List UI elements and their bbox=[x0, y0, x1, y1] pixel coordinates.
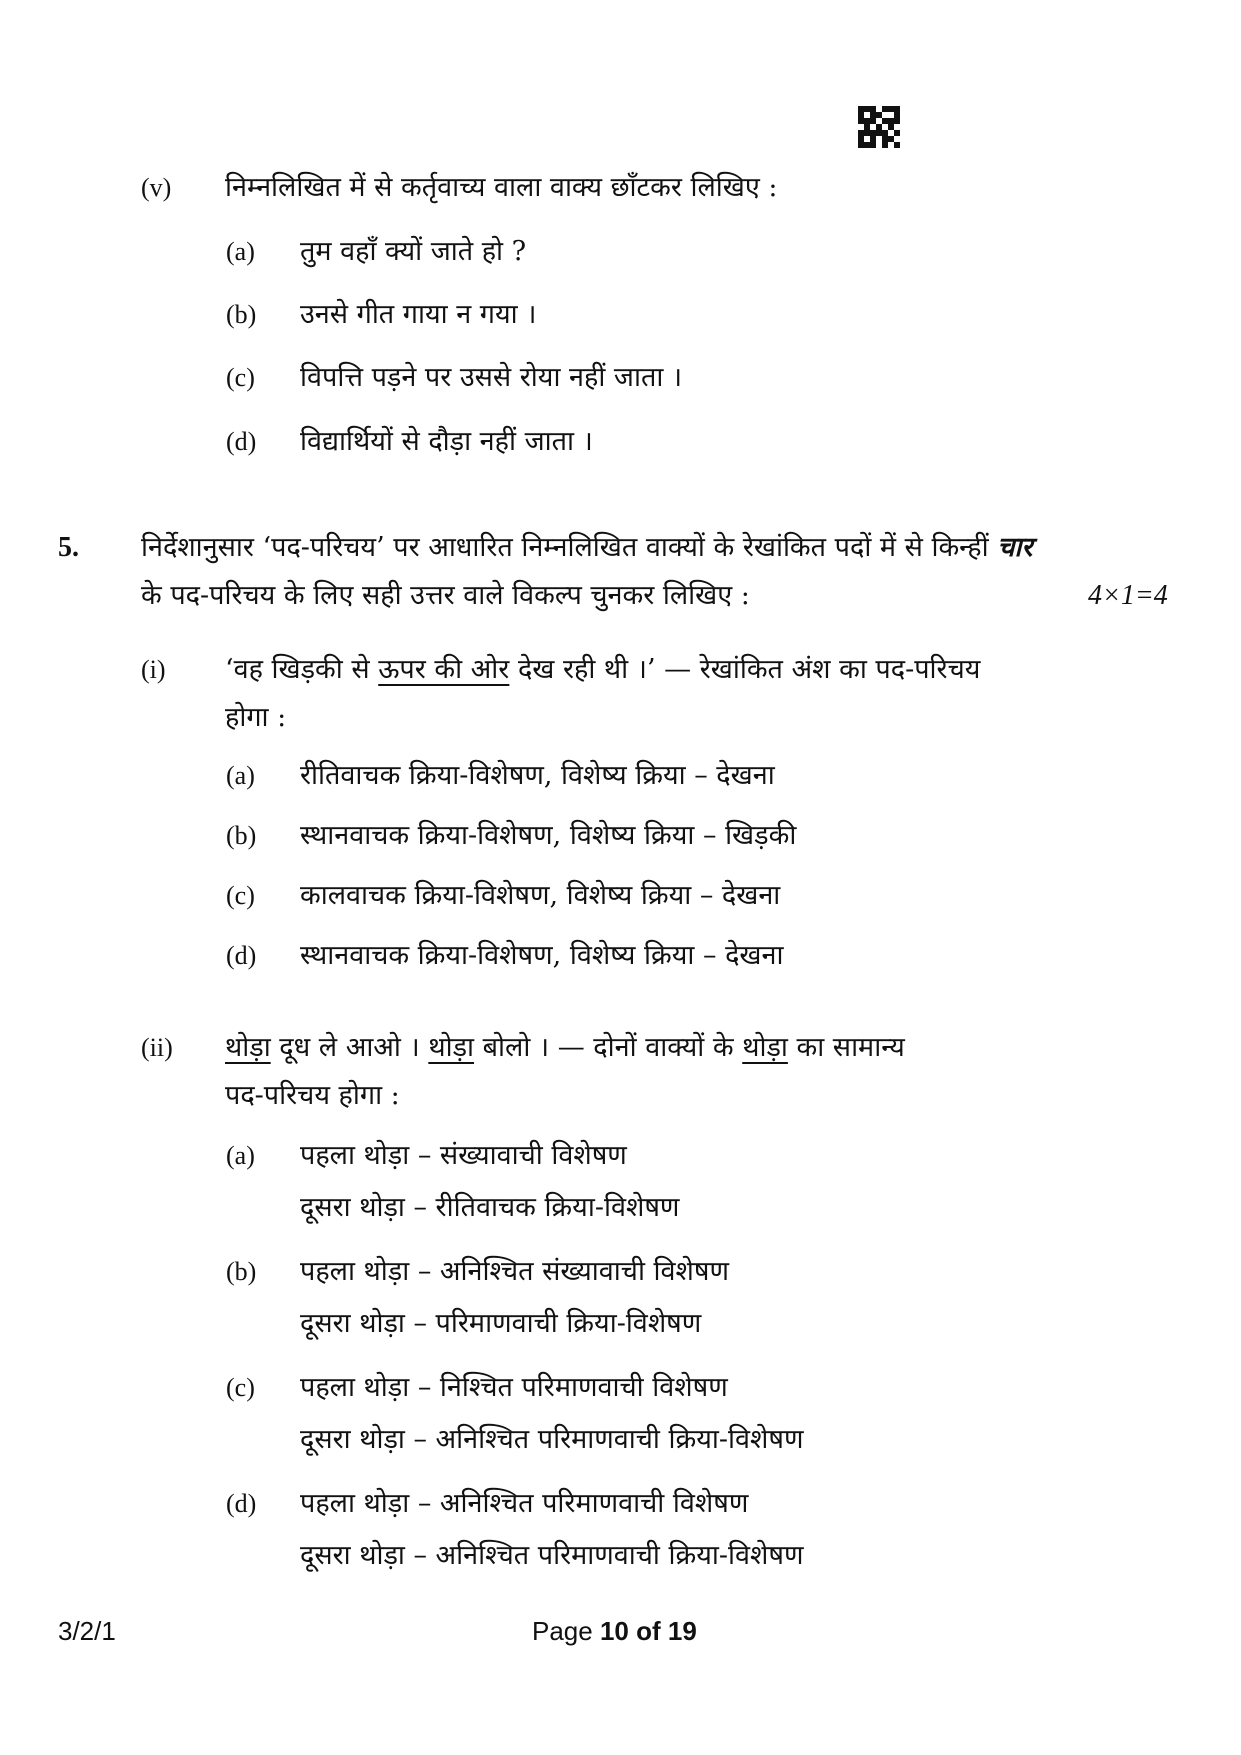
option-label: (a) bbox=[226, 761, 255, 790]
qr-code-icon bbox=[858, 106, 900, 148]
question-5i-line2: होगा : bbox=[225, 702, 287, 733]
underlined-word: थोड़ा bbox=[742, 1032, 788, 1063]
option-label: (c) bbox=[226, 1373, 255, 1402]
underlined-word: थोड़ा bbox=[428, 1032, 475, 1063]
option-text: स्थानवाचक क्रिया-विशेषण, विशेष्य क्रिया – खिड़की bbox=[300, 820, 797, 851]
option-label: (b) bbox=[226, 300, 257, 329]
option-label: (c) bbox=[226, 881, 255, 910]
option-label: (b) bbox=[226, 1257, 257, 1286]
underlined-phrase: ऊपर की ओर bbox=[378, 654, 510, 685]
question-5i-post: देख रही थी ।’ — रेखांकित अंश का पद-परिचय bbox=[517, 654, 981, 685]
option-line2: दूसरा थोड़ा – अनिश्चित परिमाणवाची क्रिया-विशेषण bbox=[300, 1424, 804, 1455]
question-5-line1-text: निर्देशानुसार ‘पद-परिचय’ पर आधारित निम्नलिखित वाक्यों के रेखांकित पदों में से किन्हीं bbox=[141, 532, 989, 563]
underlined-word: थोड़ा bbox=[225, 1032, 271, 1063]
page-total: 19 bbox=[667, 1616, 697, 1646]
option-line2: दूसरा थोड़ा – परिमाणवाची क्रिया-विशेषण bbox=[300, 1308, 702, 1339]
page-number bbox=[532, 1616, 697, 1647]
option-text: कालवाचक क्रिया-विशेषण, विशेष्य क्रिया – देखना bbox=[300, 880, 781, 911]
option-label: (a) bbox=[226, 237, 255, 266]
question-4v-text: निम्नलिखित में से कर्तृवाच्य वाला वाक्य छाँटकर लिखिए : bbox=[225, 172, 778, 203]
question-5ii-text: बोलो । — दोनों वाक्यों के bbox=[482, 1032, 734, 1063]
option-label: (a) bbox=[226, 1141, 255, 1170]
option-text: रीतिवाचक क्रिया-विशेषण, विशेष्य क्रिया – देखना bbox=[300, 760, 775, 791]
option-label: (d) bbox=[226, 427, 257, 456]
question-5-line2: के पद-परिचय के लिए सही उत्तर वाले विकल्प चुनकर लिखिए : bbox=[141, 580, 750, 611]
option-text: विपत्ति पड़ने पर उससे रोया नहीं जाता । bbox=[300, 362, 683, 393]
question-5ii-text: का सामान्य bbox=[796, 1032, 905, 1063]
page-current: 10 bbox=[599, 1616, 629, 1646]
option-line1: पहला थोड़ा – निश्चित परिमाणवाची विशेषण bbox=[300, 1372, 728, 1403]
question-5-emphasis: चार bbox=[997, 532, 1033, 563]
option-label: (d) bbox=[226, 1489, 257, 1518]
question-5-number: 5. bbox=[58, 532, 79, 563]
option-text: तुम वहाँ क्यों जाते हो ? bbox=[300, 236, 527, 267]
question-5i-number: (i) bbox=[141, 655, 166, 684]
option-text: उनसे गीत गाया न गया । bbox=[300, 299, 537, 330]
option-line2: दूसरा थोड़ा – रीतिवाचक क्रिया-विशेषण bbox=[300, 1192, 680, 1223]
question-5ii-number: (ii) bbox=[141, 1033, 173, 1062]
question-5i-pre: ‘वह खिड़की से bbox=[225, 654, 370, 685]
marks-allocation: 4×1=4 bbox=[1088, 580, 1168, 611]
option-text: स्थानवाचक क्रिया-विशेषण, विशेष्य क्रिया – देखना bbox=[300, 940, 784, 971]
question-4v-number: (v) bbox=[141, 173, 172, 202]
paper-code: 3/2/1 bbox=[58, 1616, 116, 1646]
question-5ii-line2: पद-परिचय होगा : bbox=[225, 1080, 400, 1111]
option-label: (b) bbox=[226, 821, 257, 850]
page-label: Page bbox=[532, 1616, 593, 1646]
option-text: विद्यार्थियों से दौड़ा नहीं जाता । bbox=[300, 426, 593, 457]
option-line1: पहला थोड़ा – संख्यावाची विशेषण bbox=[300, 1140, 627, 1171]
page-of: of bbox=[636, 1616, 661, 1646]
option-line1: पहला थोड़ा – अनिश्चित संख्यावाची विशेषण bbox=[300, 1256, 730, 1287]
question-5-line1 bbox=[141, 522, 1032, 574]
option-line1: पहला थोड़ा – अनिश्चित परिमाणवाची विशेषण bbox=[300, 1488, 749, 1519]
question-5i-line1 bbox=[225, 644, 980, 696]
question-5ii-text: दूध ले आओ । bbox=[279, 1032, 420, 1063]
question-5ii-line1 bbox=[225, 1022, 905, 1074]
option-label: (c) bbox=[226, 363, 255, 392]
option-label: (d) bbox=[226, 941, 257, 970]
option-line2: दूसरा थोड़ा – अनिश्चित परिमाणवाची क्रिया-विशेषण bbox=[300, 1540, 804, 1571]
